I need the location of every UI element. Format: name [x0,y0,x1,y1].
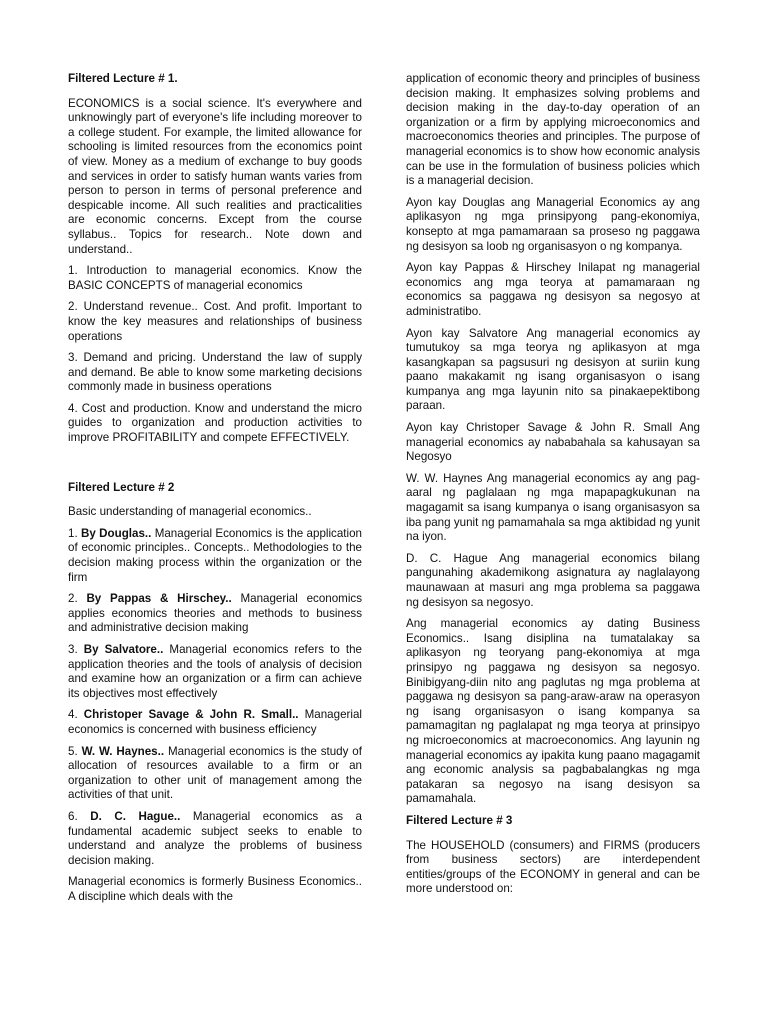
tagalog-paragraph: Ayon kay Douglas ang Managerial Economics ay ang aplikasyon ng mga prinsipyong pang-ekonomiya, konsepto at mga pamamaraan sa proseso ng paggawa ng desisyon sa loob ng organisasyon o ng kompanya. [406,195,700,253]
tagalog-paragraph: Ayon kay Pappas & Hirschey Inilapat ng managerial economics ang mga teorya at pamamaraan ng economics sa paggawa ng desisyon sa negosyo at administratibo. [406,261,700,318]
tagalog-paragraph: Ang managerial economics ay dating Business Economics.. Isang disiplina na tumatalakay sa aplikasyon ng teoryang pang-ekonomiya at mga prinsipyo ng paggawa ng desisyon sa negosyo. Binibigyang-diin nito ang paglutas ng mga problema at paggawa ng desisyon sa pang-araw-araw na operasyon ng isang organisasyon o isang kompanya sa pamamagitan ng paglalapat ng mga teorya at prinsipyo ng microeconomics at macroeconomics. Ang layunin ng managerial economics ay ipakita kung paano magagamit ang economic analysis sa pagbabalangkas ng mga patakaran sa negosyo na isang desisyon sa pamamahala. [406,617,700,806]
lecture-1-title: Filtered Lecture # 1. [68,72,178,85]
topic-item: 1. Introduction to managerial economics. Know the BASIC CONCEPTS of managerial economics [68,264,362,292]
definition-item [68,643,362,701]
left-column [68,72,362,912]
definition-author: Christoper Savage & John R. Small.. [83,708,299,722]
definition-author: By Douglas.. [81,526,152,540]
definition-number: 4. [68,708,78,722]
definition-author: By Salvatore.. [83,643,164,656]
lecture-3-title: Filtered Lecture # 3 [406,813,513,827]
definition-author: W. W. Haynes.. [81,744,165,758]
tagalog-paragraph: Ayon kay Christoper Savage & John R. Small Ang managerial economics ay nababahala sa kahusayan sa Negosyo [406,421,700,464]
definition-author: D. C. Hague.. [90,809,181,823]
lecture-2-title: Filtered Lecture # 2 [68,480,175,494]
topic-item: 3. Demand and pricing. Understand the law of supply and demand. Be able to know some marketing decisions commonly made in business operations [68,351,362,394]
definition-text: Managerial economics is concerned with business efficiency [68,708,362,736]
definition-number: 6. [68,809,78,823]
definition-text: Managerial economics applies economics theories and methods to business and administrative decision making [68,592,362,635]
continuation-paragraph: application of economic theory and principles of business decision making. It emphasizes solving problems and decision making in the day-to-day operation of an organization or a firm by applying microeconomics and macroeconomics theories and principles. The purpose of managerial economics is to show how economic analysis can be use in the formulation of business policies which is a managerial decision. [406,72,700,188]
topic-item: 2. Understand revenue.. Cost. And profit. Important to know the key measures and relationships of business operations [68,300,362,343]
definition-item [68,745,362,803]
definition-item [68,592,362,636]
definition-text: Managerial economics refers to the application theories and the tools of analysis of decision and examine how an organization or a firm can achieve its objectives most effectively [68,643,362,700]
right-column [406,72,700,904]
definition-number: 5. [68,744,78,758]
definition-text: Managerial economics is the study of allocation of resources available to a firm or an organization to other unit of management among the activities of that unit. [68,744,362,802]
tagalog-paragraph: D. C. Hague Ang managerial economics bilang pangunahing akademikong asignatura ay naglalayong maunawaan at masuri ang mga problema sa paggawa ng desisyon sa negosyo. [406,551,700,609]
definition-item [68,810,362,868]
definition-number: 3. [68,643,78,656]
lecture-2-intro: Basic understanding of managerial economics.. [68,505,312,519]
closing-paragraph: Managerial economics is formerly Business Economics.. A discipline which deals with the [68,875,362,903]
definition-item [68,708,362,737]
tagalog-paragraph: Ayon kay Salvatore Ang managerial economics ay tumutukoy sa mga teorya ng aplikasyon at mga kasangkapan sa pagsusuri ng desisyon at suriin kung paano makakamit ng isang organisasyon o isang kumpanya ang mga layunin nito sa pinakaepektibong paraan. [406,326,700,413]
lecture-1-intro: ECONOMICS is a social science. It's everywhere and unknowingly part of everyone's life including moreover to a college student. For example, the limited allowance for schooling is limited resources from the economics point of view. Money as a medium of exchange to buy goods and services in order to satisfy human wants varies from person to person in terms of personal preference and despicable income. All such realities and practicalities are economic concerns. Except from the course syllabus.. Topics for research.. Note down and understand.. [68,96,362,256]
topic-item: 4. Cost and production. Know and understand the micro guides to organization and production activities to improve PROFITABILITY and compete EFFECTIVELY. [68,401,362,445]
lecture-3-intro: The HOUSEHOLD (consumers) and FIRMS (producers from business sectors) are interdependent entities/groups of the ECONOMY in general and can be more understood on: [406,838,700,896]
tagalog-paragraph: W. W. Haynes Ang managerial economics ay ang pag-aaral ng paglalaan ng mga mapapagkukunan na magagamit sa isang kumpanya o isang organisasyon sa iba pang yunit ng pamamahala sa mga aktibidad ng yunit na iyon. [406,471,700,544]
definition-number: 1. [68,526,78,540]
definition-number: 2. [68,592,78,606]
definition-text: Managerial economics as a fundamental academic subject seeks to enable to understand and analyze the problems of business decision making. [68,809,362,867]
definition-item [68,527,362,585]
definition-author: By Pappas & Hirschey.. [86,592,232,606]
section-gap [68,453,362,481]
definition-text: Managerial Economics is the application of economic principles.. Concepts.. Methodologies to the decision making process within the organization or the firm [68,526,362,584]
